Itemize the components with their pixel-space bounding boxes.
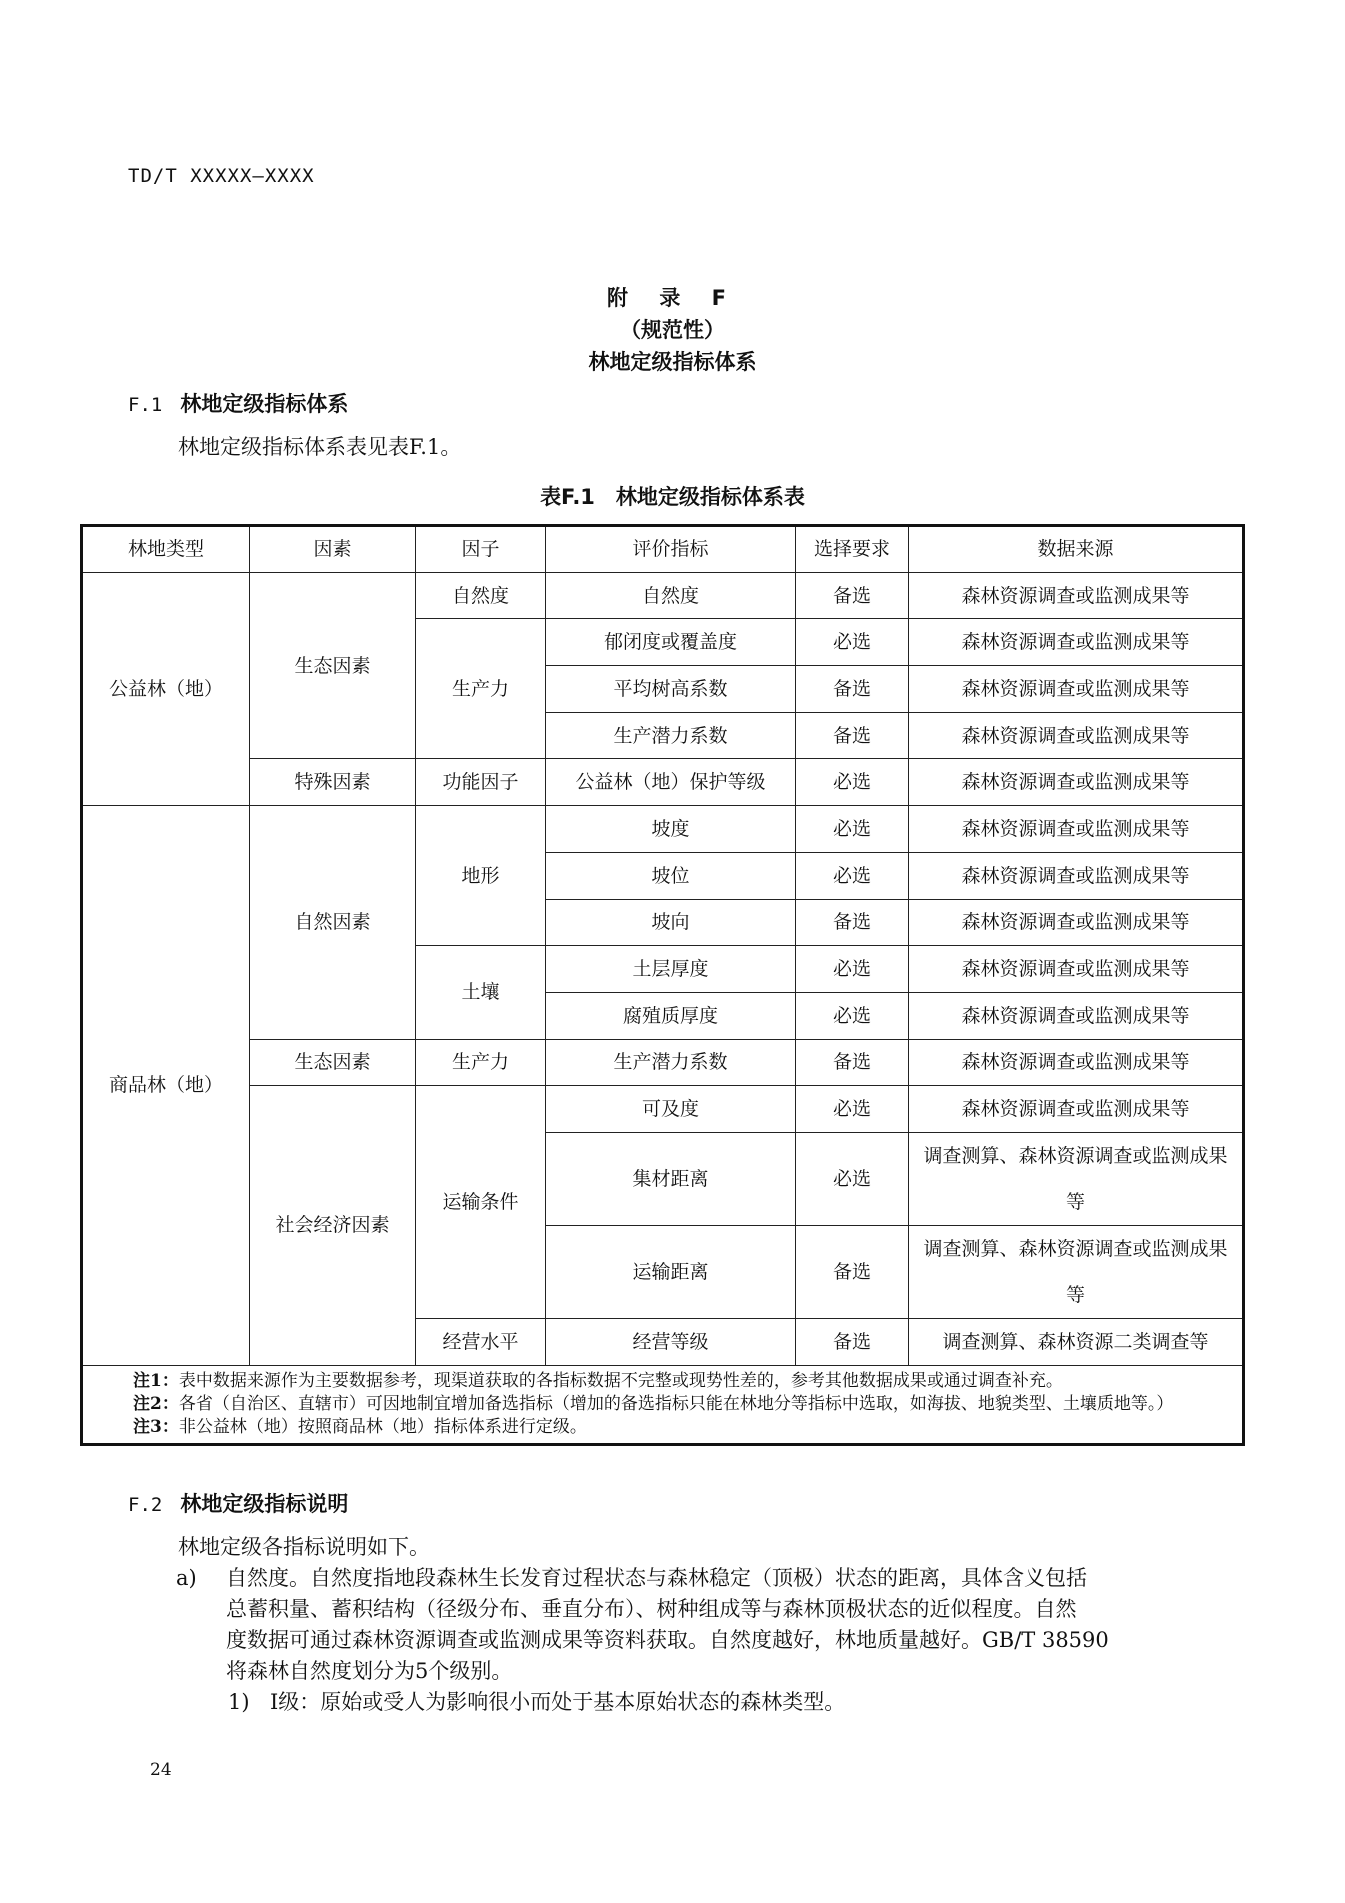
appendix-label: 附 录 F [607,286,738,310]
source-cell: 森林资源调查或监测成果等 [909,946,1244,993]
requirement-cell: 必选 [796,619,909,666]
note-label: 注3： [133,1416,179,1437]
section-f2-heading [128,1488,348,1518]
factor-cell: 经营水平 [416,1318,546,1365]
source-cell: 森林资源调查或监测成果等 [909,992,1244,1039]
table-caption: 表F.1 林地定级指标体系表 [540,485,805,509]
table-row [82,1039,1244,1086]
table-note [133,1416,1234,1439]
table-notes-row [82,1365,1244,1444]
source-cell: 调查测算、森林资源二类调查等 [909,1318,1244,1365]
note-text: 非公益林（地）按照商品林（地）指标体系进行定级。 [178,1416,587,1437]
requirement-cell: 必选 [796,946,909,993]
header-cell: 数据来源 [909,526,1244,573]
requirement-cell: 备选 [796,712,909,759]
forest-type-cell: 公益林（地） [82,572,250,805]
section-f1-intro: 林地定级指标体系表见表F.1。 [178,435,462,459]
source-cell: 森林资源调查或监测成果等 [909,852,1244,899]
section-number: F.1 [128,394,163,416]
source-cell: 森林资源调查或监测成果等 [909,666,1244,713]
source-cell: 森林资源调查或监测成果等 [909,712,1244,759]
indicator-cell: 公益林（地）保护等级 [546,759,796,806]
factor-cell: 生产力 [416,1039,546,1086]
section-title: 林地定级指标说明 [180,1492,349,1516]
note-label: 注2： [133,1393,179,1414]
sub-list-marker: 1) [228,1690,250,1714]
indicator-cell: 经营等级 [546,1318,796,1365]
table-row [82,572,1244,619]
indicator-cell: 坡向 [546,899,796,946]
page-number: 24 [150,1760,172,1780]
header-cell: 林地类型 [82,526,250,573]
requirement-cell: 备选 [796,1039,909,1086]
paragraph-line: 自然度。自然度指地段森林生长发育过程状态与森林稳定（顶极）状态的距离，具体含义包括 [226,1566,1087,1590]
note-text: 各省（自治区、直辖市）可因地制宜增加备选指标（增加的备选指标只能在林地分等指标中选取，如海拔、地貌类型、土壤质地等。） [178,1393,1174,1414]
paragraph-line: 度数据可通过森林资源调查或监测成果等资料获取。自然度越好，林地质量越好。GB/T 38590 [226,1628,1109,1652]
factor-cell: 地形 [416,806,546,946]
document-code: TD/T XXXXX—XXXX [128,165,315,187]
indicator-table [80,524,1245,1446]
section-f2-intro: 林地定级各指标说明如下。 [178,1535,430,1559]
requirement-cell: 必选 [796,992,909,1039]
source-cell: 森林资源调查或监测成果等 [909,759,1244,806]
appendix-title: 林地定级指标体系 [588,350,757,374]
factor-cell: 生产力 [416,619,546,759]
source-cell: 森林资源调查或监测成果等 [909,899,1244,946]
factor-cell: 运输条件 [416,1086,546,1319]
appendix-nature: （规范性） [620,318,725,342]
paragraph-line: 总蓄积量、蓄积结构（径级分布、垂直分布）、树种组成等与森林顶极状态的近似程度。自然 [226,1597,1077,1621]
note-text: 表中数据来源作为主要数据参考，现渠道获取的各指标数据不完整或现势性差的，参考其他数据成果或通过调查补充。 [178,1370,1063,1391]
factor-group-cell: 生态因素 [250,572,416,759]
source-cell: 森林资源调查或监测成果等 [909,619,1244,666]
source-cell: 调查测算、森林资源调查或监测成果等 [909,1225,1244,1318]
appendix-heading [0,282,1345,378]
indicator-cell: 坡度 [546,806,796,853]
requirement-cell: 备选 [796,1225,909,1318]
factor-cell: 自然度 [416,572,546,619]
factor-cell: 土壤 [416,946,546,1039]
table-row [82,1086,1244,1133]
source-cell: 森林资源调查或监测成果等 [909,1086,1244,1133]
factor-group-cell: 自然因素 [250,806,416,1039]
sub-list-item-1: Ⅰ级：原始或受人为影响很小而处于基本原始状态的森林类型。 [270,1690,846,1714]
requirement-cell: 备选 [796,572,909,619]
factor-group-cell: 生态因素 [250,1039,416,1086]
section-f1-heading [128,388,348,418]
indicator-cell: 集材距离 [546,1132,796,1225]
requirement-cell: 备选 [796,666,909,713]
factor-group-cell: 特殊因素 [250,759,416,806]
source-cell: 森林资源调查或监测成果等 [909,1039,1244,1086]
factor-cell: 功能因子 [416,759,546,806]
header-cell: 评价指标 [546,526,796,573]
indicator-cell: 可及度 [546,1086,796,1133]
table-note [133,1393,1234,1416]
header-cell: 选择要求 [796,526,909,573]
table-header-row [82,526,1244,573]
source-cell: 森林资源调查或监测成果等 [909,806,1244,853]
requirement-cell: 备选 [796,899,909,946]
indicator-cell: 郁闭度或覆盖度 [546,619,796,666]
requirement-cell: 必选 [796,1132,909,1225]
requirement-cell: 必选 [796,852,909,899]
indicator-cell: 平均树高系数 [546,666,796,713]
header-cell: 因素 [250,526,416,573]
table-row [82,806,1244,853]
indicator-cell: 自然度 [546,572,796,619]
note-label: 注1： [133,1370,179,1391]
requirement-cell: 备选 [796,1318,909,1365]
section-title: 林地定级指标体系 [180,392,349,416]
list-item-a [226,1563,1236,1687]
indicator-cell: 土层厚度 [546,946,796,993]
table-notes [82,1365,1244,1444]
indicator-cell: 腐殖质厚度 [546,992,796,1039]
requirement-cell: 必选 [796,806,909,853]
indicator-cell: 坡位 [546,852,796,899]
table-note [133,1370,1234,1393]
indicator-cell: 生产潜力系数 [546,712,796,759]
requirement-cell: 必选 [796,1086,909,1133]
forest-type-cell: 商品林（地） [82,806,250,1366]
header-cell: 因子 [416,526,546,573]
factor-group-cell: 社会经济因素 [250,1086,416,1365]
list-marker: a) [176,1566,197,1590]
source-cell: 森林资源调查或监测成果等 [909,572,1244,619]
source-cell: 调查测算、森林资源调查或监测成果等 [909,1132,1244,1225]
indicator-cell: 生产潜力系数 [546,1039,796,1086]
section-number: F.2 [128,1494,163,1516]
requirement-cell: 必选 [796,759,909,806]
paragraph-line: 将森林自然度划分为5个级别。 [226,1659,513,1683]
table-row [82,759,1244,806]
indicator-cell: 运输距离 [546,1225,796,1318]
